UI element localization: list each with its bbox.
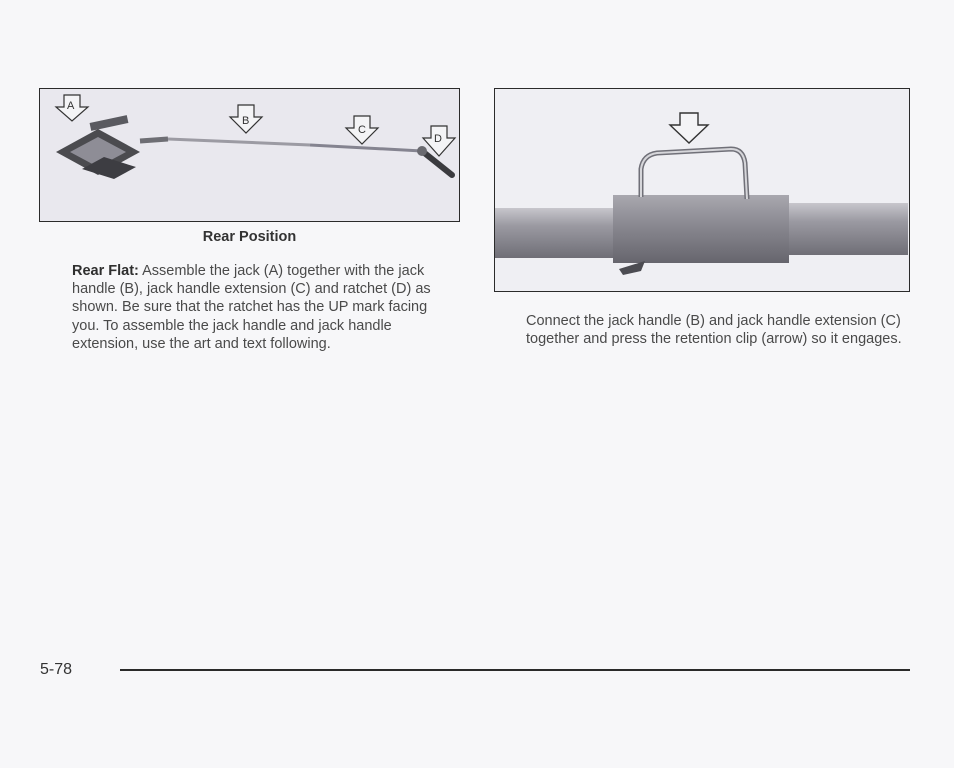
page-number: 5-78 — [40, 661, 73, 678]
callout-d-arrow-icon — [423, 126, 455, 156]
handle-connection-figure — [494, 88, 910, 292]
retention-clip-arrow-icon — [670, 113, 708, 143]
callout-b-arrow-icon — [230, 105, 262, 133]
retention-clip — [641, 149, 747, 199]
jack-handle — [168, 139, 310, 145]
jack-handle-tube — [495, 208, 619, 258]
clip-tab — [619, 261, 645, 275]
jack-assembly-figure — [39, 88, 460, 222]
coupling-sleeve — [613, 195, 789, 263]
retention-clip-highlight — [641, 149, 747, 199]
callout-c-arrow-icon — [346, 116, 378, 144]
callout-a-arrow-icon — [56, 95, 88, 121]
callout-c-label: C — [358, 124, 366, 136]
callout-d-label: D — [434, 133, 442, 145]
connect-handle-paragraph: Connect the jack handle (B) and jack handle extension (C) together and press the retention clip (arrow) so it engages. — [526, 313, 902, 348]
rear-flat-body: Assemble the jack (A) together with the jack handle (B), jack handle extension (C) and ratchet (D) as shown. Be sure that the ratchet has the UP mark facing you. To assemble the jack handle and jack handle extension, use the art and text following. — [72, 263, 431, 352]
callout-b-label: B — [242, 115, 250, 127]
figure-caption: Rear Position — [202, 229, 297, 245]
jack-handle-extension — [310, 145, 422, 151]
handle-connection-illustration — [495, 89, 908, 290]
callout-a-label: A — [67, 100, 75, 112]
rear-flat-paragraph — [72, 262, 452, 353]
extension-tube — [785, 203, 908, 255]
jack-screw — [140, 139, 168, 141]
footer-rule — [120, 669, 910, 671]
ratchet-head — [417, 146, 427, 156]
jack-saddle — [90, 115, 129, 131]
rear-flat-lead: Rear Flat: — [72, 263, 139, 279]
jack-assembly-illustration — [40, 89, 458, 220]
